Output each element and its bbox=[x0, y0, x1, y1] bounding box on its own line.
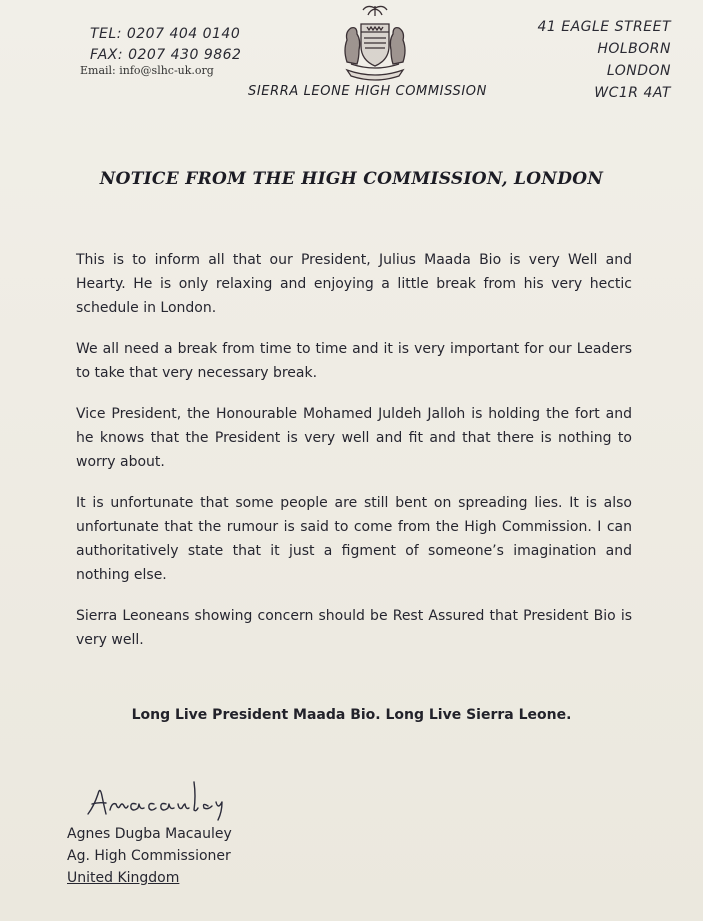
body-paragraph: It is unfortunate that some people are still bent on spreading lies. It is also unfortunate that the rumour is said to come from the High Commission. I can authoritatively state that it just a figment of someone’s imagination and nothing else. bbox=[76, 495, 632, 583]
address-line: 41 EAGLE STREET bbox=[537, 19, 671, 35]
body-paragraph: This is to inform all that our President, Julius Maada Bio is very Well and Hearty. He is only relaxing and enjoying a little break from his very hectic schedule in London. bbox=[76, 252, 632, 316]
body-paragraph: Vice President, the Honourable Mohamed Juldeh Jalloh is holding the fort and he knows that the President is very well and fit and that there is nothing to worry about. bbox=[76, 406, 632, 470]
fax-number: FAX: 0207 430 9862 bbox=[90, 47, 242, 63]
signatory-block bbox=[67, 823, 232, 889]
body-paragraph: We all need a break from time to time and it is very important for our Leaders to take that very necessary break. bbox=[76, 341, 632, 381]
telephone-number: TEL: 0207 404 0140 bbox=[90, 26, 241, 42]
coat-of-arms-icon bbox=[337, 2, 413, 82]
organization-name: SIERRA LEONE HIGH COMMISSION bbox=[248, 84, 487, 99]
email-address: Email: info@slhc-uk.org bbox=[80, 64, 214, 77]
address-line: WC1R 4AT bbox=[594, 85, 671, 101]
signatory-role: Ag. High Commissioner bbox=[67, 848, 231, 864]
closing-line: Long Live President Maada Bio. Long Live Sierra Leone. bbox=[131, 707, 572, 723]
handwritten-signature bbox=[84, 776, 224, 822]
body-paragraph: Sierra Leoneans showing concern should be Rest Assured that President Bio is very well. bbox=[76, 608, 632, 648]
address-line: HOLBORN bbox=[597, 41, 671, 57]
notice-title: NOTICE FROM THE HIGH COMMISSION, LONDON bbox=[99, 169, 604, 189]
address-block bbox=[537, 16, 671, 104]
address-line: LONDON bbox=[606, 63, 671, 79]
contact-block bbox=[90, 24, 241, 66]
signatory-country: United Kingdom bbox=[67, 870, 180, 886]
notice-body bbox=[76, 248, 632, 669]
signatory-name: Agnes Dugba Macauley bbox=[67, 826, 232, 842]
